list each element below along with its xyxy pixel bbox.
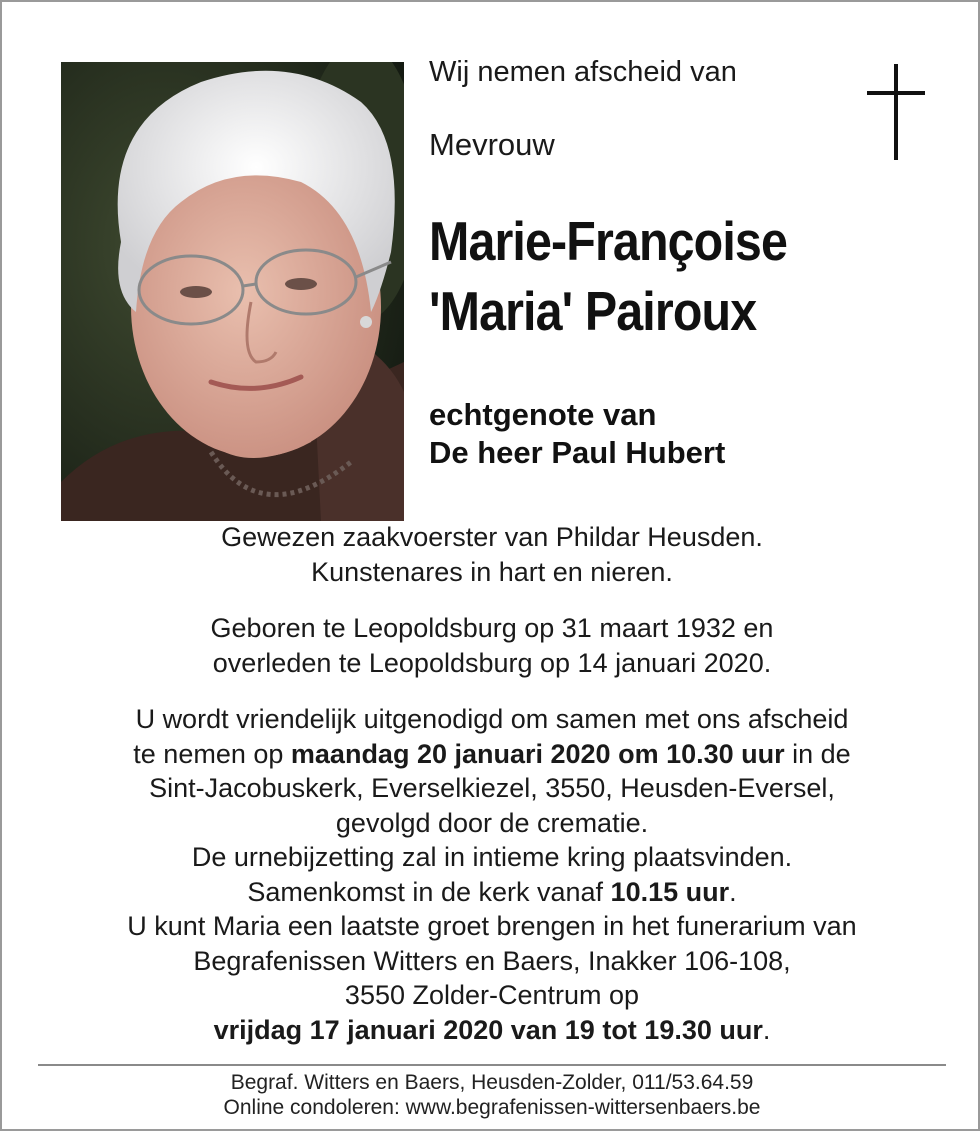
ceremony-line-10 [32, 1013, 952, 1048]
ceremony-line-6 [32, 875, 952, 910]
portrait-photo [61, 62, 404, 521]
ceremony-line-5: De urnebijzetting zal in intieme kring plaatsvinden. [191, 842, 793, 872]
bio-line-1: Gewezen zaakvoerster van Phildar Heusden. [221, 522, 763, 552]
visitation-date-time: vrijdag 17 januari 2020 van 19 tot 19.30 uur [213, 1014, 763, 1045]
ceremony-line-8: Begrafenissen Witters en Baers, Inakker 106-108, [193, 945, 791, 976]
cross-icon [867, 64, 925, 160]
salutation: Mevrouw [429, 127, 555, 162]
ceremony-line-1: U wordt vriendelijk uitgenodigd om samen met ons afscheid [135, 704, 849, 734]
ceremony-line-3: Sint-Jacobuskerk, Everselkiezel, 3550, Heusden-Eversel, [149, 773, 835, 803]
intro-text: Wij nemen afscheid van [429, 56, 737, 88]
gathering-time: 10.15 uur [610, 876, 730, 907]
ceremony-line-2 [32, 737, 952, 772]
obituary-body [32, 520, 952, 1047]
deceased-name [429, 206, 787, 346]
name-line-1: Marie-Françoise [429, 210, 788, 272]
ceremony-line-6-post: . [729, 876, 737, 907]
ceremony-line-2-pre: te nemen op [133, 738, 291, 769]
ceremony-line-10-post: . [762, 1014, 771, 1045]
spouse-line-2: De heer Paul Hubert [429, 435, 726, 470]
footer-condolence-link[interactable]: Online condoleren: www.begrafenissen-wittersenbaers.be [223, 1096, 761, 1119]
footer-contact: Begraf. Witters en Baers, Heusden-Zolder, 011/53.64.59 [230, 1071, 754, 1094]
footer [32, 1070, 952, 1120]
ceremony-line-2-post: in de [784, 738, 851, 769]
dates-line-1: Geboren te Leopoldsburg op 31 maart 1932 en [210, 613, 774, 643]
ceremony-line-9: 3550 Zolder-Centrum op [344, 980, 640, 1010]
ceremony-line-4: gevolgd door de crematie. [335, 807, 649, 838]
spouse-line-1: echtgenote van [429, 397, 657, 432]
footer-divider [38, 1064, 946, 1066]
bio-line-2: Kunstenares in hart en nieren. [311, 556, 673, 587]
ceremony-date-time: maandag 20 januari 2020 om 10.30 uur [290, 738, 785, 769]
ceremony-line-7: U kunt Maria een laatste groet brengen in het funerarium van [127, 911, 857, 941]
portrait-illustration [61, 62, 404, 521]
dates-line-2: overleden te Leopoldsburg op 14 januari 2020. [212, 647, 772, 678]
spouse-info [429, 396, 725, 472]
ceremony-line-6-pre: Samenkomst in de kerk vanaf [247, 876, 611, 907]
name-line-2: 'Maria' Pairoux [429, 280, 757, 342]
